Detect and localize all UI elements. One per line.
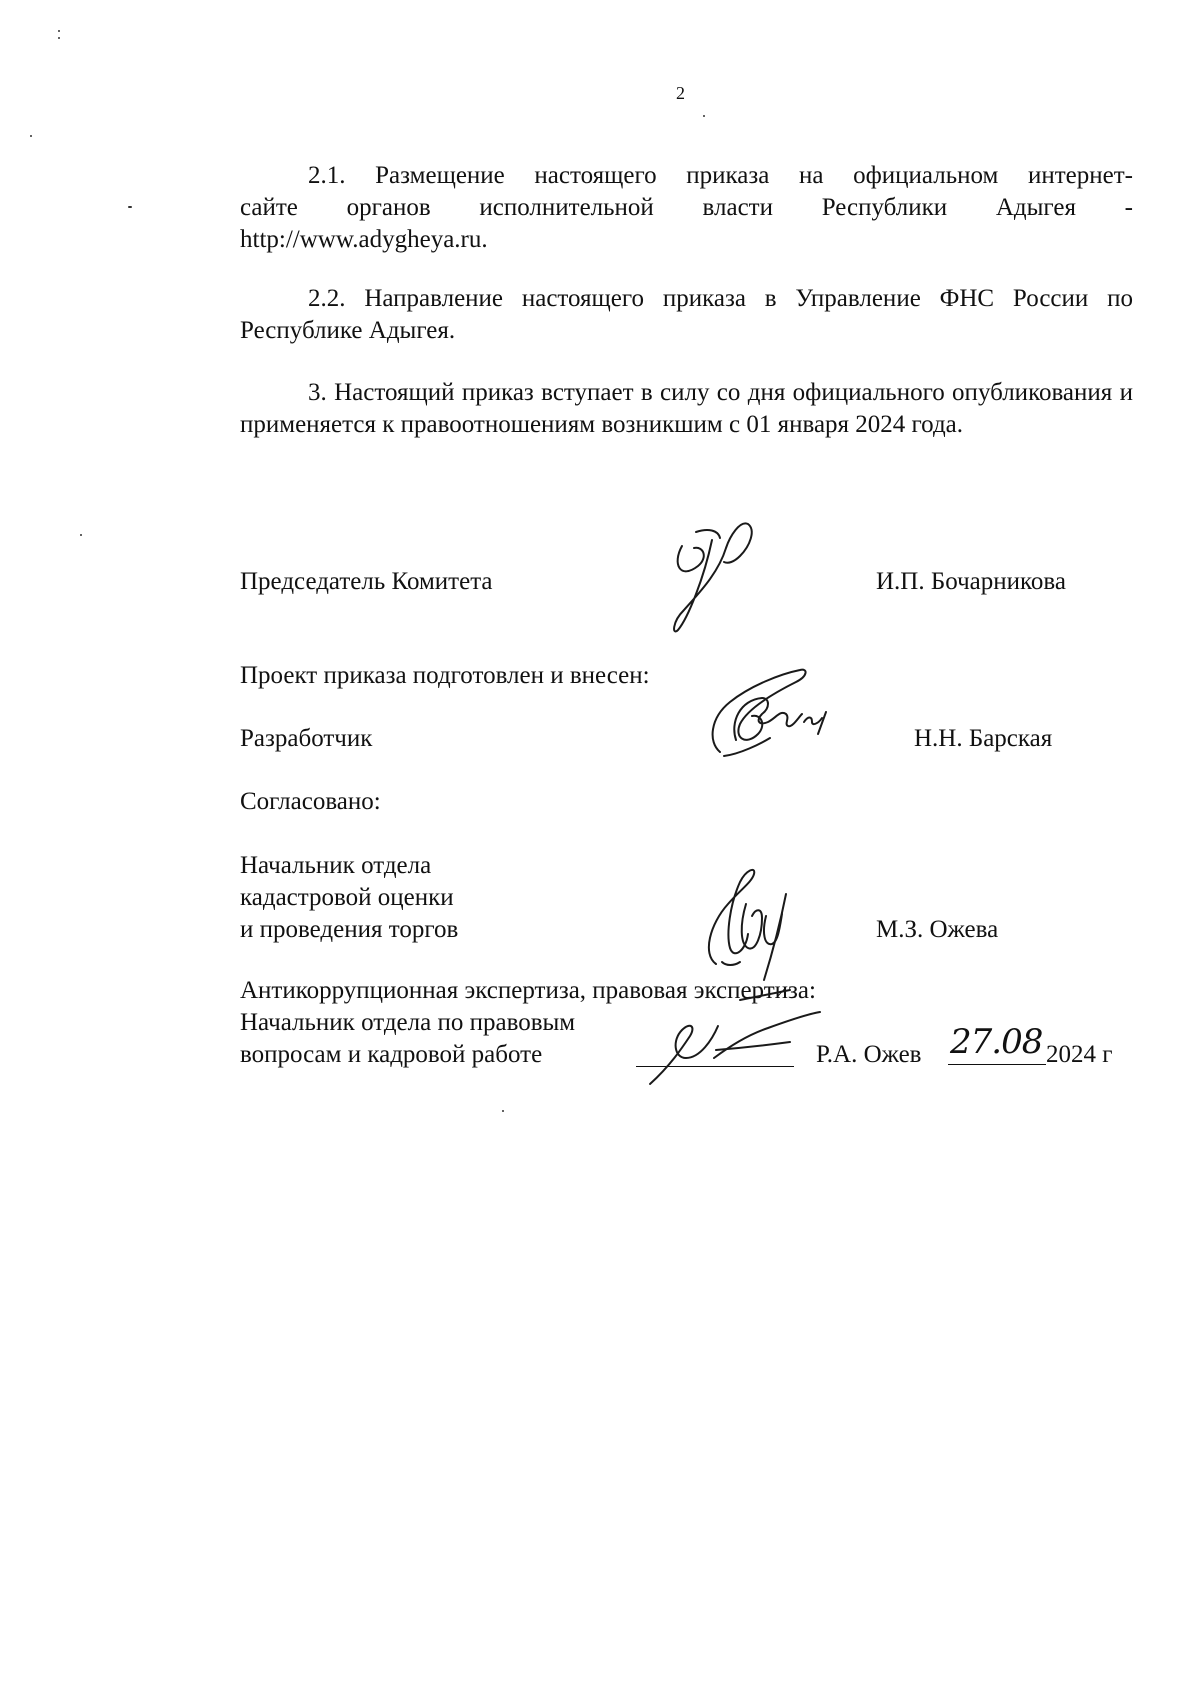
chairman-title: Председатель Комитета <box>240 568 493 595</box>
scan-speck <box>128 206 132 208</box>
legal-label: Антикоррупционная экспертиза, правовая экспертиза: <box>240 977 816 1004</box>
clause-2-1 <box>240 160 1133 256</box>
scan-speck <box>80 534 82 536</box>
legal-name: Р.А. Ожев <box>816 1041 922 1068</box>
developer-signature <box>700 664 850 760</box>
legal-signature <box>640 988 830 1088</box>
legal-date-handwritten: 27.08 <box>950 1022 1043 1062</box>
legal-role-line-1: Начальник отдела по правовым <box>240 1009 576 1036</box>
clause-3: 3. Настоящий приказ вступает в силу со дня официального опубликования и применяется к правоотношениям возникшим с 01 января 2024 года. <box>240 379 1133 438</box>
clause-2-1-line-3: http://www.adygheya.ru. <box>240 226 488 253</box>
agreed-role-line-1: Начальник отдела <box>240 852 432 879</box>
scan-speck <box>502 1110 504 1112</box>
agreed-signature <box>700 864 800 984</box>
date-underline <box>948 1064 1046 1065</box>
clause-2-1-line-2: сайте органов исполнительной власти Республики Адыгея - <box>240 194 1133 221</box>
developer-role: Разработчик <box>240 725 373 752</box>
chairman-name: И.П. Бочарникова <box>876 568 1066 595</box>
agreed-label: Согласовано: <box>240 788 381 815</box>
legal-year: 2024 г <box>1046 1041 1113 1068</box>
agreed-role-line-2: кадастровой оценки <box>240 884 454 911</box>
agreed-role-line-3: и проведения торгов <box>240 916 459 943</box>
clause-2-1-line-1: 2.1. Размещение настоящего приказа на официальном интернет- <box>308 162 1133 189</box>
scan-speck <box>58 30 60 32</box>
scan-speck <box>703 115 705 117</box>
agreed-name: М.З. Ожева <box>876 916 999 943</box>
legal-role-line-2: вопросам и кадровой работе <box>240 1041 543 1068</box>
clause-2-2: 2.2. Направление настоящего приказа в Управление ФНС России по Республике Адыгея. <box>240 285 1133 344</box>
prepared-label: Проект приказа подготовлен и внесен: <box>240 662 650 689</box>
scan-speck <box>58 37 60 39</box>
page-number: 2 <box>676 83 685 103</box>
developer-name: Н.Н. Барская <box>914 725 1053 752</box>
scan-speck <box>30 135 32 137</box>
chairman-signature <box>668 518 768 636</box>
